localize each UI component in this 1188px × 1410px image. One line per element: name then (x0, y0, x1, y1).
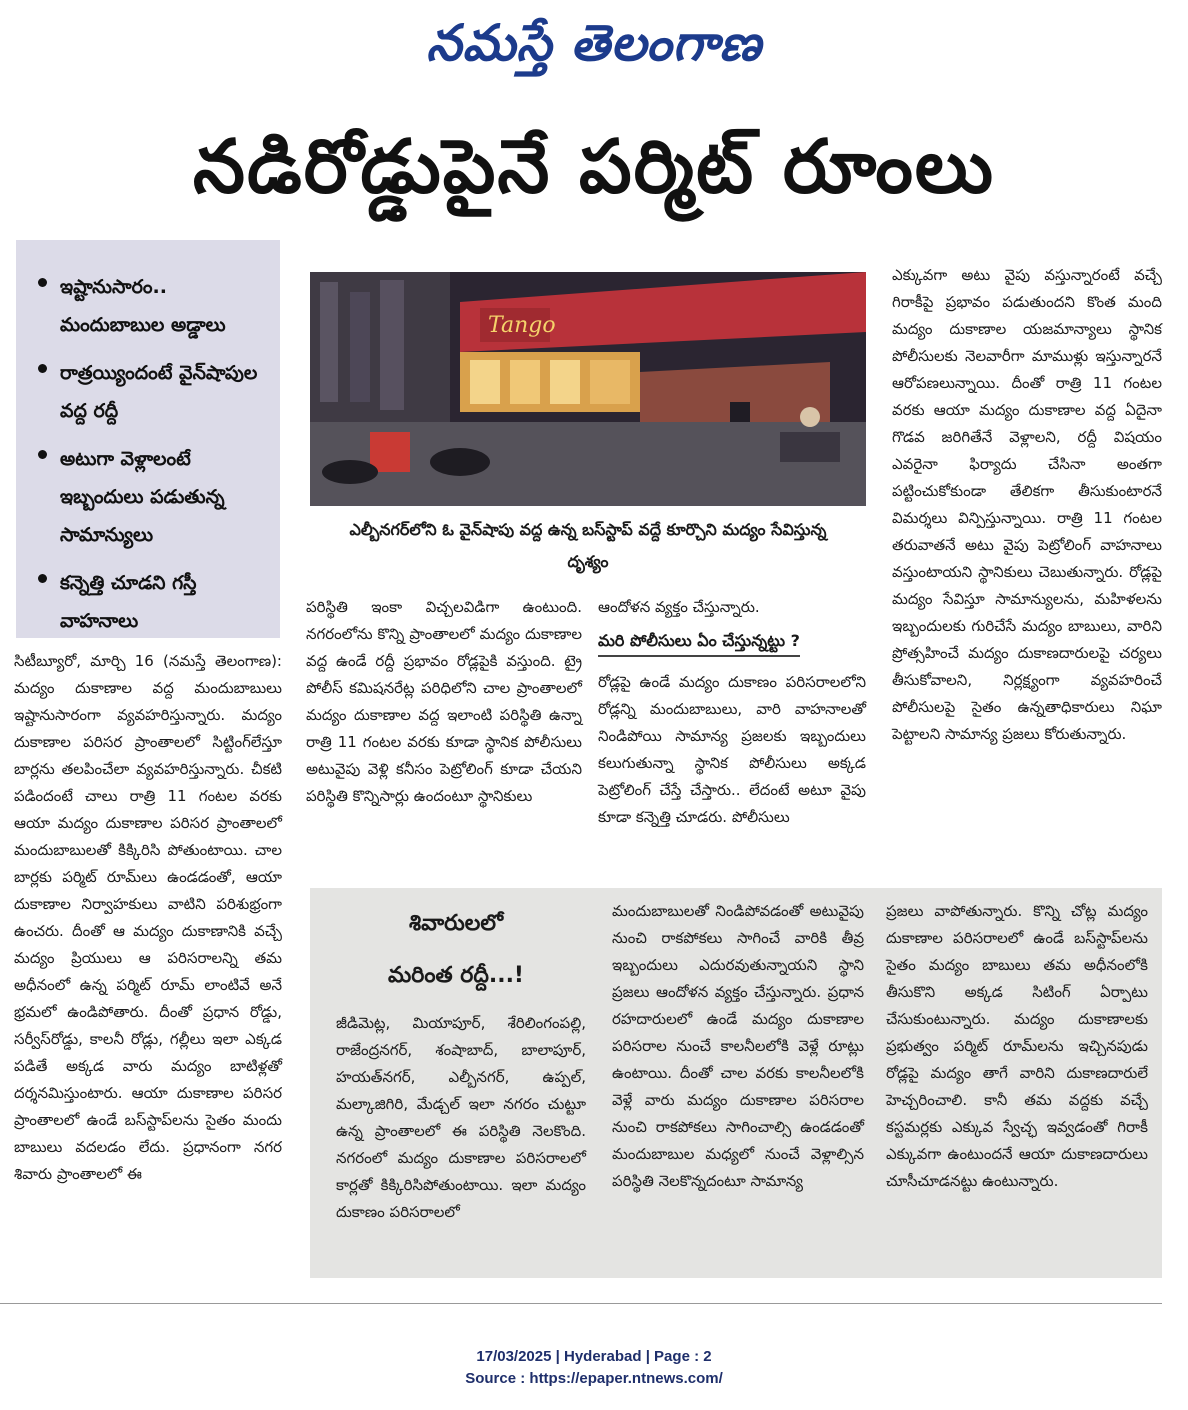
article-column-3 (598, 594, 866, 831)
box-column-1 (336, 1010, 586, 1226)
highlights-box (16, 240, 280, 638)
news-photo (310, 272, 866, 506)
article-column-2 (306, 594, 582, 810)
article-paragraph: జీడిమెట్ల, మియాపూర్, శేరిలింగంపల్లి, రాజేంద్రనగర్, శంషాబాద్, బాలాపూర్, హయత్‌నగర్, ఎల్బీనగర్, ఉప్పల్, మల్కాజిగిరి, మేడ్చల్ ఇలా నగరం చుట్టూ ఉన్న ప్రాంతాలలో ఈ పరిస్థితి నెలకొంది. నగరంలో మద్యం దుకాణాల పరిసరాలలో కార్లతో కిక్కిరిసిపోతుంటాయి. ఇలా మద్యం దుకాణం పరిసరాలలో (336, 1014, 586, 1221)
box-column-3 (886, 898, 1148, 1195)
footer-date-line: 17/03/2025 | Hyderabad | Page : 2 (476, 1348, 712, 1365)
section-subhead: మరి పోలీసులు ఏం చేస్తున్నట్టు ? (598, 627, 800, 657)
article-paragraph: పరిస్థితి ఇంకా విచ్చలవిడిగా ఉంటుంది. నగరంలోను కొన్ని ప్రాంతాలలో మద్యం దుకాణాల వద్ద ఉండే రద్దీ ప్రభావం రోడ్లపైకి వస్తుంది. ట్రై పోలీస్ కమిషనరేట్ల పరిధిలోని చాల ప్రాంతాలలో మద్యం దుకాణాల వద్ద ఇలాంటి పరిస్థితి ఉన్నా రాత్రి 11 గంటల వరకు కూడా స్థానిక పోలీసులు అటువైపు వెళ్లి కనీసం పెట్రోలింగ్ కూడా చేయని పరిస్థితి కొన్నిసార్లు ఉందంటూ స్థానికులు (306, 598, 582, 805)
bullet-icon (38, 278, 47, 287)
article-column-4 (892, 262, 1162, 748)
photo-illustration (310, 272, 866, 506)
headline: నడిరోడ్డుపైనే పర్మిట్ రూంలు (193, 124, 995, 210)
highlight-item (34, 268, 266, 344)
highlight-item (34, 354, 266, 430)
highlight-text: అటుగా వెళ్లాలంటే ఇబ్బందులు పడుతున్న సామాన్యులు (60, 448, 225, 546)
article-paragraph: రోడ్లపై ఉండే మద్యం దుకాణం పరిసరాలలోని రోడ్లన్ని మందుబాబులు, వారి వాహనాలతో నిండిపోయి సామాన్య ప్రజలకు ఇబ్బందులు కలుగుతున్నా స్థానిక పోలీసులు అక్కడ పెట్రోలింగ్ చేస్తే చేస్తారు.. లేదంటే అటూ వైపు కూడా కన్నెత్తి చూడరు. పోలీసులు (598, 673, 866, 826)
highlight-item (34, 564, 266, 640)
footer-source-line: Source : https://epaper.ntnews.com/ (465, 1370, 723, 1387)
box-column-2 (612, 898, 864, 1195)
box-title-line: శివారులలో (408, 911, 504, 936)
box-title (336, 898, 576, 1002)
box-title-line: మరింత రద్దీ...! (388, 963, 524, 988)
article-paragraph: ఆందోళన వ్యక్తం చేస్తున్నారు. (598, 598, 760, 616)
article-paragraph: ప్రజలు వాపోతున్నారు. కొన్ని చోట్ల మద్యం దుకాణాల పరిసరాలలో ఉండే బస్‌స్టాప్‌లను సైతం మద్యం బాబులు తమ అధీనంలోకి తీసుకొని అక్కడ సిటింగ్ ఏర్పాటు చేసుకుంటున్నారు. మద్యం దుకాణాలకు ప్రభుత్వం పర్మిట్ రూమ్‌లను ఇచ్చినపుడు రోడ్లపై మద్యం తాగే వారిని దుకాణదారులే హెచ్చరించాలి. కానీ తమ వద్దకు వచ్చే కస్టమర్లకు ఎక్కువ స్వేచ్ఛ ఇవ్వడంతో గిరాకీ ఎక్కువగా ఉంటుందనే ఆయా దుకాణదారులు చూసీచూడనట్టు ఉంటున్నారు. (886, 902, 1148, 1190)
bullet-icon (38, 450, 47, 459)
masthead-logo: నమస్తే తెలంగాణ (426, 14, 762, 72)
photo-sign-text: Tango (488, 313, 556, 338)
highlight-text: రాత్రయ్యిందంటే వైన్‌షాపుల వద్ద రద్దీ (60, 362, 258, 422)
highlight-text: కన్నెత్తి చూడని గస్తీ వాహనాలు (60, 572, 197, 632)
photo-caption: ఎల్బీనగర్‌లోని ఓ వైన్‌షాపు వద్ద ఉన్న బస్‌స్టాప్ వద్దే కూర్చొని మద్యం సేవిస్తున్న దృశ్యం (349, 520, 827, 571)
highlight-item (34, 440, 266, 554)
bullet-icon (38, 364, 47, 373)
bullet-icon (38, 574, 47, 583)
article-paragraph: ఎక్కువగా అటు వైపు వస్తున్నారంటే వచ్చే గిరాకీపై ప్రభావం పడుతుందని కొంత మంది మద్యం దుకాణాల యజమాన్యాలు స్థానిక పోలీసులకు నెలవారీగా మాముళ్లు ఇస్తున్నారనే ఆరోపణలున్నాయి. దీంతో రాత్రి 11 గంటల వరకు ఆయా మద్యం దుకాణాల వద్ద ఏదైనా గొడవ జరిగితేనే వెళ్లాలని, రద్దీ విషయం ఎవరైనా ఫిర్యాదు చేసినా అంతగా పట్టించుకోకుండా తేలికగా తీసుకుంటారనే విమర్శలు విన్పిస్తున్నాయి. రాత్రి 11 గంటల తరువాతనే అటు వైపు పెట్రోలింగ్ వాహనాలు వస్తుంటాయని స్థానికులు చెబుతున్నారు. రోడ్లపై మద్యం సేవిస్తూ సామాన్యులను, మహిళలను ఇబ్బందులకు గురిచేసే మద్యం బాబులు, వారిని ప్రోత్సహించే మద్యం దుకాణదారులపై చర్యలు తీసుకోవాలని, నిర్లక్ష్యంగా వ్యవహరించే పోలీసులపై సైతం ఉన్నతాధికారులు నిఘా పెట్టాలని సామాన్య ప్రజలు కోరుతున్నారు. (892, 266, 1162, 743)
divider (0, 1303, 1162, 1304)
article-paragraph: మందుబాబులతో నిండిపోవడంతో అటువైపు నుంచి రాకపోకలు సాగించే వారికి తీవ్ర ఇబ్బందులు ఎదురవుతున్నాయని స్థాని ప్రజలు ఆందోళన వ్యక్తం చేస్తున్నారు. ప్రధాన రహదారులలో ఉండే మద్యం దుకాణాల పరిసరాల నుంచే కాలనీలలోకి వెళ్లే రూట్లు ఉంటాయి. దీంతో చాల వరకు కాలనీలలోకి వెళ్లే వారు మద్యం దుకాణాల పరిసరాల నుంచి రాకపోకలు సాగించాల్సి ఉండడంతో మందుబాబుల మధ్యలో నుంచే వెళ్లాల్సిన పరిస్థితి నెలకొన్నదంటూ సామాన్య (612, 902, 864, 1190)
highlight-text: ఇష్టానుసారం.. మందుబాబుల అడ్డాలు (60, 276, 226, 336)
article-paragraph: సిటీబ్యూరో, మార్చి 16 (నమస్తే తెలంగాణ): మద్యం దుకాణాల వద్ద మందుబాబులు ఇష్టానుసారంగా వ్యవహరిస్తున్నారు. మద్యం దుకాణాల పరిసర ప్రాంతాలలో సిట్టింగ్‌లేస్తూ బార్లను తలపించేలా వ్యవహరిస్తున్నారు. చీకటి పడిందంటే చాలు రాత్రి 11 గంటల వరకు ఆయా మద్యం దుకాణాల పరిసర ప్రాంతాలలో మందుబాబులతో కిక్కిరిసి పోతుంటాయి. చాల బార్లకు పర్మిట్ రూమ్‌లు ఉండడంతో, ఆయా దుకాణాల నిర్వాహకులు వాటిని పరిశుభ్రంగా ఉంచరు. దీంతో ఆ మద్యం దుకాణానికి వచ్చే మద్యం ప్రియులు ఆ పరిసరాలన్ని తమ అధీనంలో ఉన్న పర్మిట్ రూమ్ లాంటివే అనే భ్రమలో ఉండిపోతారు. దీంతో ప్రధాన రోడ్డు, సర్వీస్‌రోడ్డు, కాలనీ రోడ్లు, గల్లీలు ఇలా ఎక్కడ పడితే అక్కడ వారు మద్యం బాటిళ్లతో దర్శనమిస్తుంటారు. ఆయా దుకాణాల పరిసర ప్రాంతాలలో ఉండే బస్‌స్టాప్‌లను సైతం మందు బాబులు వదలడం లేదు. ప్రధానంగా నగర శివారు ప్రాంతాలలో ఈ (14, 652, 282, 1183)
article-column-1 (14, 648, 282, 1188)
